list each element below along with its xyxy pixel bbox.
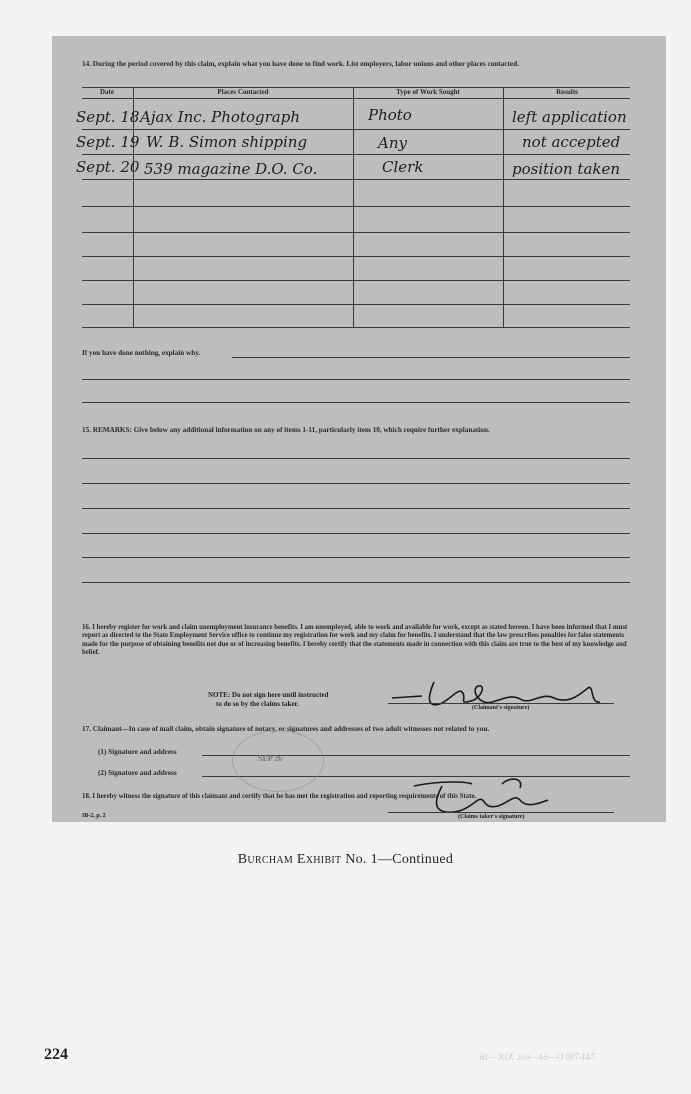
table-header-line (82, 98, 630, 99)
row-line (82, 179, 630, 180)
row-work: Clerk (382, 158, 424, 176)
claim-form-scan (52, 36, 666, 822)
row-work: Photo (368, 106, 412, 124)
date-stamp-text: SEP 26 (258, 754, 283, 763)
question-15: 15. REMARKS: Give below any additional information on any of items 1-11, particularly item 10, which require further explanation. (82, 426, 490, 434)
row-line (82, 232, 630, 233)
row-line (82, 154, 630, 155)
exhibit-caption (0, 852, 691, 868)
row-line (82, 256, 630, 257)
note-line-2: to do so by the claims taker. (216, 700, 299, 708)
remark-line (82, 508, 630, 509)
row-result: position taken (512, 160, 621, 178)
row-date: Sept. 18 (76, 108, 140, 126)
page-number: 224 (44, 1046, 68, 1063)
question-14: 14. During the period covered by this claim, explain what you have done to find work. List employers, labor unions and other places contacted. (82, 60, 519, 68)
row-line (82, 129, 630, 130)
question-18: 18. I hereby witness the signature of this claimant and certify that he has met the registration and reporting requirements of this State. (82, 793, 477, 800)
row-result: not accepted (522, 133, 621, 151)
signature-address-2-label: (2) Signature and address (98, 769, 177, 777)
col-header-date: Date (100, 88, 114, 96)
col-divider (503, 87, 504, 327)
answer-line (82, 379, 630, 380)
caption-continued: No. 1—Continued (345, 852, 454, 867)
remark-line (82, 533, 630, 534)
row-line (82, 206, 630, 207)
remark-line (82, 582, 630, 583)
note-line-1: NOTE: Do not sign here until instructed (208, 691, 329, 699)
claims-taker-signature-label: (Claims taker's signature) (458, 814, 525, 820)
col-divider (353, 87, 354, 327)
form-content (76, 36, 630, 822)
signature-address-1-label: (1) Signature and address (98, 748, 177, 756)
form-code: IB-2, p. 2 (82, 813, 106, 819)
nothing-label: If you have done nothing, explain why. (82, 349, 201, 357)
question-16: 16. I hereby register for work and claim unemployment insurance benefits. I am unemployed, able to work and available for work, except as stated hereon. I have been informed that I must report as directed to the State Employment Service office to continue my registration for work and my claim for benefits. I understand that the law prescribes penalties for false statements made for the purpose of obtaining benefits not due or of increasing benefits. I hereby certify that the statements made in connection with this claim are true to the best of my knowledge and belief. (82, 624, 628, 657)
col-header-places: Places Contacted (217, 88, 269, 96)
remark-line (82, 557, 630, 558)
answer-line (82, 402, 630, 403)
remark-line (82, 483, 630, 484)
remark-line (82, 458, 630, 459)
row-work: Any (378, 134, 407, 152)
row-date: Sept. 19 (76, 133, 140, 151)
row-line (82, 304, 630, 305)
row-place: W. B. Simon shipping (146, 133, 308, 151)
bleed-through-footer: 744-790 O—64—vol. XIX—16 (480, 1052, 596, 1062)
answer-line (232, 357, 630, 358)
row-place: 539 magazine D.O. Co. (144, 160, 318, 178)
row-line (82, 280, 630, 281)
row-line (82, 327, 630, 328)
row-date: Sept. 20 (76, 158, 140, 176)
caption-title: Burcham Exhibit (237, 852, 342, 867)
col-header-results: Results (556, 88, 578, 96)
row-place: Ajax Inc. Photograph (140, 108, 300, 126)
claimant-signature-label: (Claimant's signature) (472, 705, 530, 711)
col-header-work: Type of Work Sought (396, 88, 460, 96)
row-result: left application (512, 108, 627, 126)
question-17: 17. Claimant—In case of mail claim, obtain signature of notary, or signatures and addresses of two adult witnesses not related to you. (82, 725, 490, 733)
